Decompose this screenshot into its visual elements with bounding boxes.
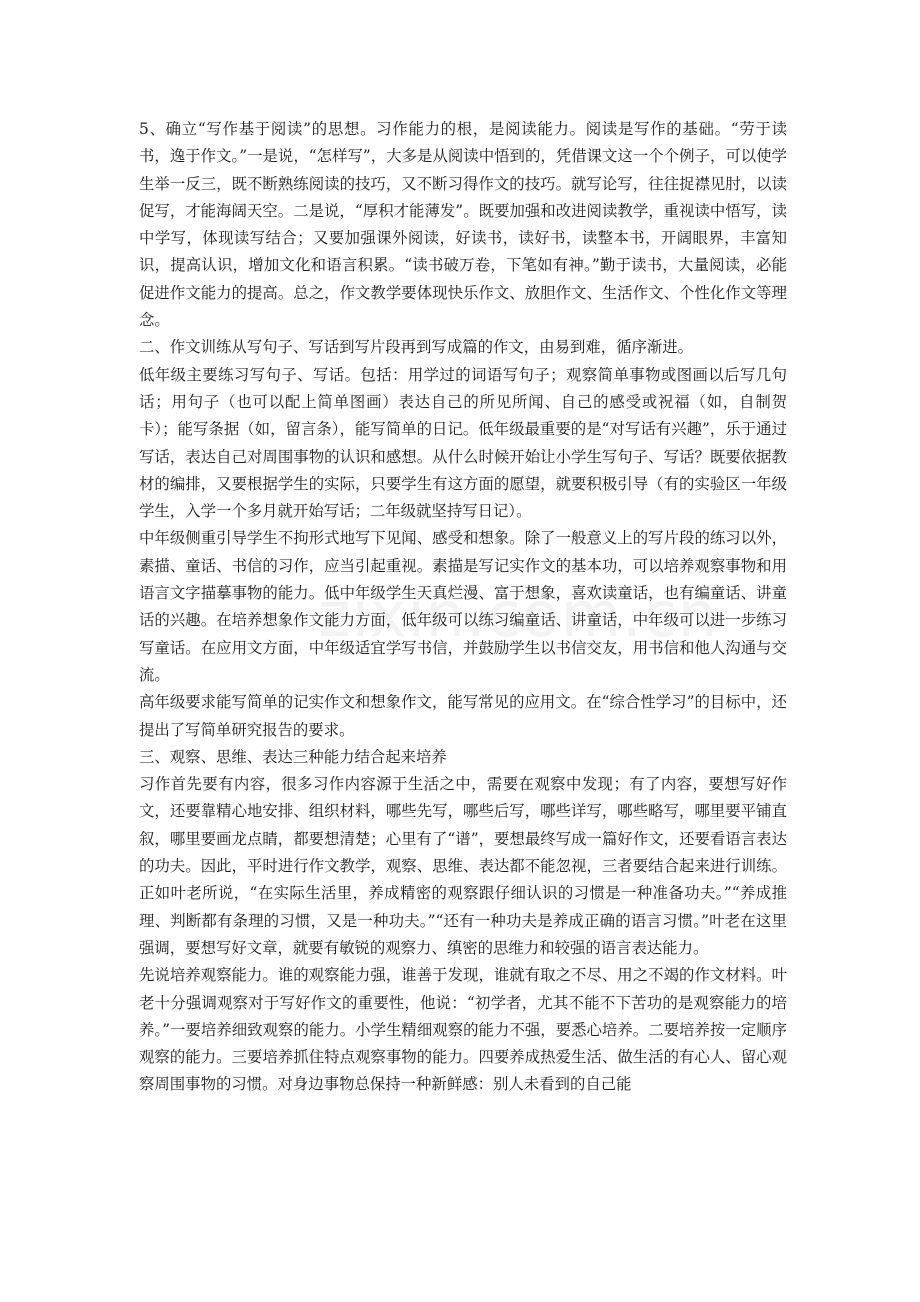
paragraph-middle-grades: 中年级侧重引导学生不拘形式地写下见闻、感受和想象。除了一般意义上的写片段的练习以外，素描、童话、书信的习作，应当引起重视。素描是写记实作文的基本功，可以培养观察事物和用语言文字描摹事物的能力。低中年级学生天真烂漫、富于想象，喜欢读童话，也有编童话、讲童话的兴趣。在培养想象作文能力方面，低年级可以练习编童话、讲童话，中年级可以进一步练习写童话。在应用文方面，中年级适宜学写书信，并鼓励学生以书信交友，用书信和他人沟通与交流。 bbox=[139, 529, 787, 684]
paragraph-content-organization: 习作首先要有内容，很多习作内容源于生活之中，需要在观察中发现；有了内容，要想写好作文，还要靠精心地安排、组织材料，哪些先写，哪些后写，哪些详写，哪些略写，哪里要平铺直叙，哪里要画龙点睛，都要想清楚；心里有了“谱”，要想最终写成一篇好作文，还要看语言表达的功夫。因此，平时进行作文教学，观察、思维、表达都不能忽视，三者要结合起来进行训练。正如叶老所说，“在实际生活里，养成精密的观察跟仔细认识的习惯是一种准备功夫。”“养成推理、判断都有条理的习惯，又是一种功夫。”“还有一种功夫是养成正确的语言习惯。”叶老在这里强调，要想写好文章，就要有敏锐的观察力、缜密的思维力和较强的语言表达能力。 bbox=[139, 775, 787, 957]
paragraph-lower-grades: 低年级主要练习写句子、写话。包括：用学过的词语写句子；观察简单事物或图画以后写几句话；用句子（也可以配上简单图画）表达自己的所见所闻、自己的感受或祝福（如，自制贺卡）；能写条据（如，留言条），能写简单的日记。低年级最重要的是“对写话有兴趣”，乐于通过写话，表达自己对周围事物的认识和感想。从什么时候开始让小学生写句子、写话？既要依据教材的编排，又要根据学生的实际，只要学生有这方面的愿望，就要积极引导（有的实验区一年级学生，入学一个多月就开始写话；二年级就坚持写日记）。 bbox=[139, 365, 787, 521]
paragraph-reading-foundation: 5、确立“写作基于阅读”的思想。习作能力的根，是阅读能力。阅读是写作的基础。“劳于读书，逸于作文。”一是说，“怎样写”，大多是从阅读中悟到的，凭借课文这一个个例子，可以使学生举一反三，既不断熟练阅读的技巧，又不断习得作文的技巧。就写论写，往往捉襟见肘，以读促写，才能海阔天空。二是说，“厚积才能薄发”。既要加强和改进阅读教学，重视读中悟写，读中学写，体现读写结合；又要加强课外阅读，好读书，读好书，读整本书，开阔眼界，丰富知识，提高认识，增加文化和语言积累。“读书破万卷，下笔如有神。”勤于读书，大量阅读，必能促进作文能力的提高。总之，作文教学要体现快乐作文、放胆作文、生活作文、个性化作文等理念。 bbox=[139, 120, 787, 330]
paragraph-observation-ability: 先说培养观察能力。谁的观察能力强，谁善于发现，谁就有取之不尽、用之不竭的作文材料。叶老十分强调观察对于写好作文的重要性，他说：“初学者，尤其不能不下苦功的是观察能力的培养。”一要培养细致观察的能力。小学生精细观察的能力不强，要悉心培养。二要培养按一定顺序观察的能力。三要培养抓住特点观察事物的能力。四要养成热爱生活、做生活的有心人、留心观察周围事物的习惯。对身边事物总保持一种新鲜感：别人未看到的自己能 bbox=[139, 966, 787, 1094]
paragraph-upper-grades: 高年级要求能写简单的记实作文和想象作文，能写常见的应用文。在“综合性学习”的目标中，还提出了写简单研究报告的要求。 bbox=[139, 693, 787, 739]
heading-progressive-training: 二、作文训练从写句子、写话到写片段再到写成篇的作文，由易到难，循序渐进。 bbox=[139, 338, 694, 357]
heading-three-abilities: 三、观察、思维、表达三种能力结合起来培养 bbox=[139, 747, 447, 766]
document-body bbox=[139, 116, 787, 1099]
